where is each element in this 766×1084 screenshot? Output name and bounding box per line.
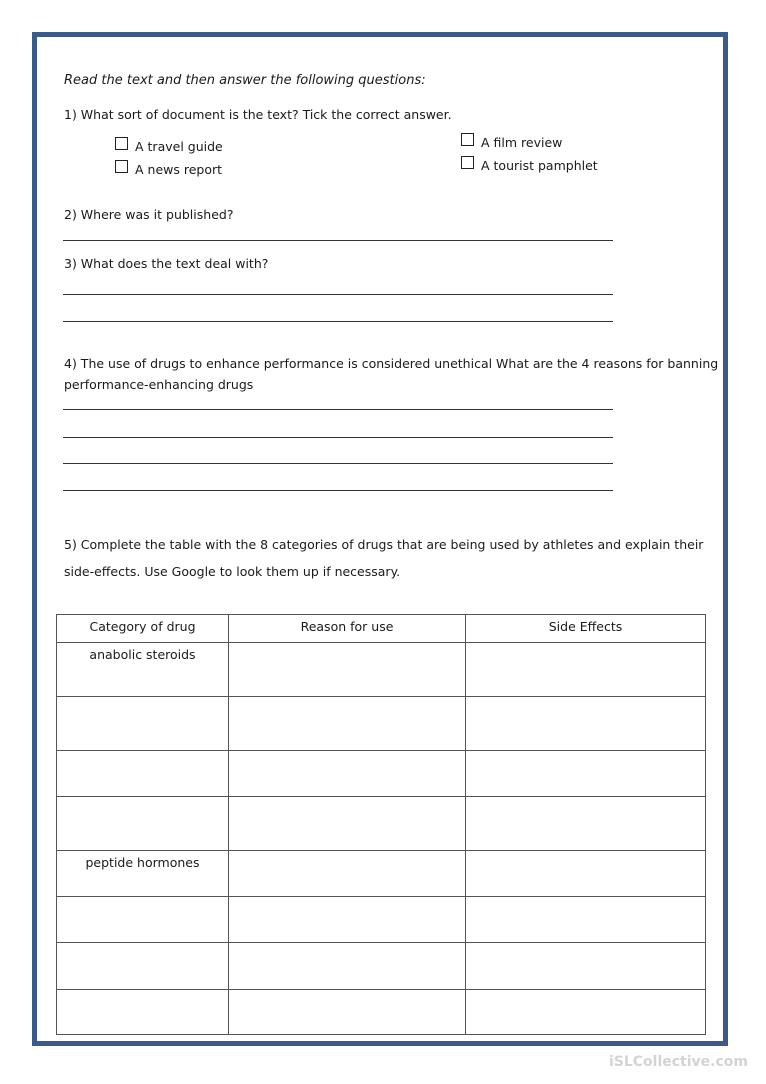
header-reason: Reason for use [229,615,466,643]
answer-line-q3-2[interactable] [63,321,613,322]
question-5-line-1: 5) Complete the table with the 8 categories of drugs that are being used by athletes and explain their [64,537,704,552]
table-row [57,751,706,797]
table-cell[interactable] [466,990,706,1035]
table-cell[interactable] [57,897,229,943]
table-cell[interactable] [229,751,466,797]
answer-line-q2[interactable] [63,240,613,241]
checkbox-film-review[interactable] [461,133,474,146]
table-cell[interactable] [229,897,466,943]
table-row [57,643,706,697]
table-cell[interactable] [466,643,706,697]
table-cell[interactable] [466,851,706,897]
table-cell[interactable] [229,943,466,990]
table-cell[interactable] [229,851,466,897]
question-1: 1) What sort of document is the text? Tick the correct answer. [64,107,452,122]
instructions: Read the text and then answer the following questions: [64,73,426,88]
drug-table [56,614,706,1035]
option-film-review: A film review [481,135,563,150]
answer-line-q4-3[interactable] [63,463,613,464]
table-row [57,851,706,897]
table-cell[interactable] [466,797,706,851]
table-cell[interactable] [466,697,706,751]
table-cell[interactable] [229,697,466,751]
question-2: 2) Where was it published? [64,207,234,222]
answer-line-q4-2[interactable] [63,437,613,438]
checkbox-travel-guide[interactable] [115,137,128,150]
table-row [57,797,706,851]
table-cell[interactable] [229,990,466,1035]
table-cell[interactable] [466,751,706,797]
table-header-row [57,615,706,643]
table-cell[interactable] [57,990,229,1035]
table-cell[interactable]: anabolic steroids [57,643,229,697]
table-cell[interactable] [229,797,466,851]
table-cell[interactable]: peptide hormones [57,851,229,897]
table-cell[interactable] [57,797,229,851]
table-cell[interactable] [466,943,706,990]
table-cell[interactable] [466,897,706,943]
answer-line-q3-1[interactable] [63,294,613,295]
question-4-line-1: 4) The use of drugs to enhance performance is considered unethical What are the 4 reasons for banning [64,356,719,371]
question-5-line-2: side-effects. Use Google to look them up if necessary. [64,564,401,579]
question-3: 3) What does the text deal with? [64,256,269,271]
table-row [57,943,706,990]
option-news-report: A news report [135,162,223,177]
header-side-effects: Side Effects [466,615,706,643]
checkbox-news-report[interactable] [115,160,128,173]
answer-line-q4-1[interactable] [63,409,613,410]
table-row [57,897,706,943]
header-category: Category of drug [57,615,229,643]
table-row [57,697,706,751]
table-cell[interactable] [57,751,229,797]
question-4-line-2: performance-enhancing drugs [64,377,254,392]
option-travel-guide: A travel guide [135,139,223,154]
watermark: iSLCollective.com [608,1054,748,1070]
option-tourist-pamphlet: A tourist pamphlet [481,158,598,173]
checkbox-tourist-pamphlet[interactable] [461,156,474,169]
table-row [57,990,706,1035]
table-cell[interactable] [57,943,229,990]
answer-line-q4-4[interactable] [63,490,613,491]
table-cell[interactable] [229,643,466,697]
table-cell[interactable] [57,697,229,751]
